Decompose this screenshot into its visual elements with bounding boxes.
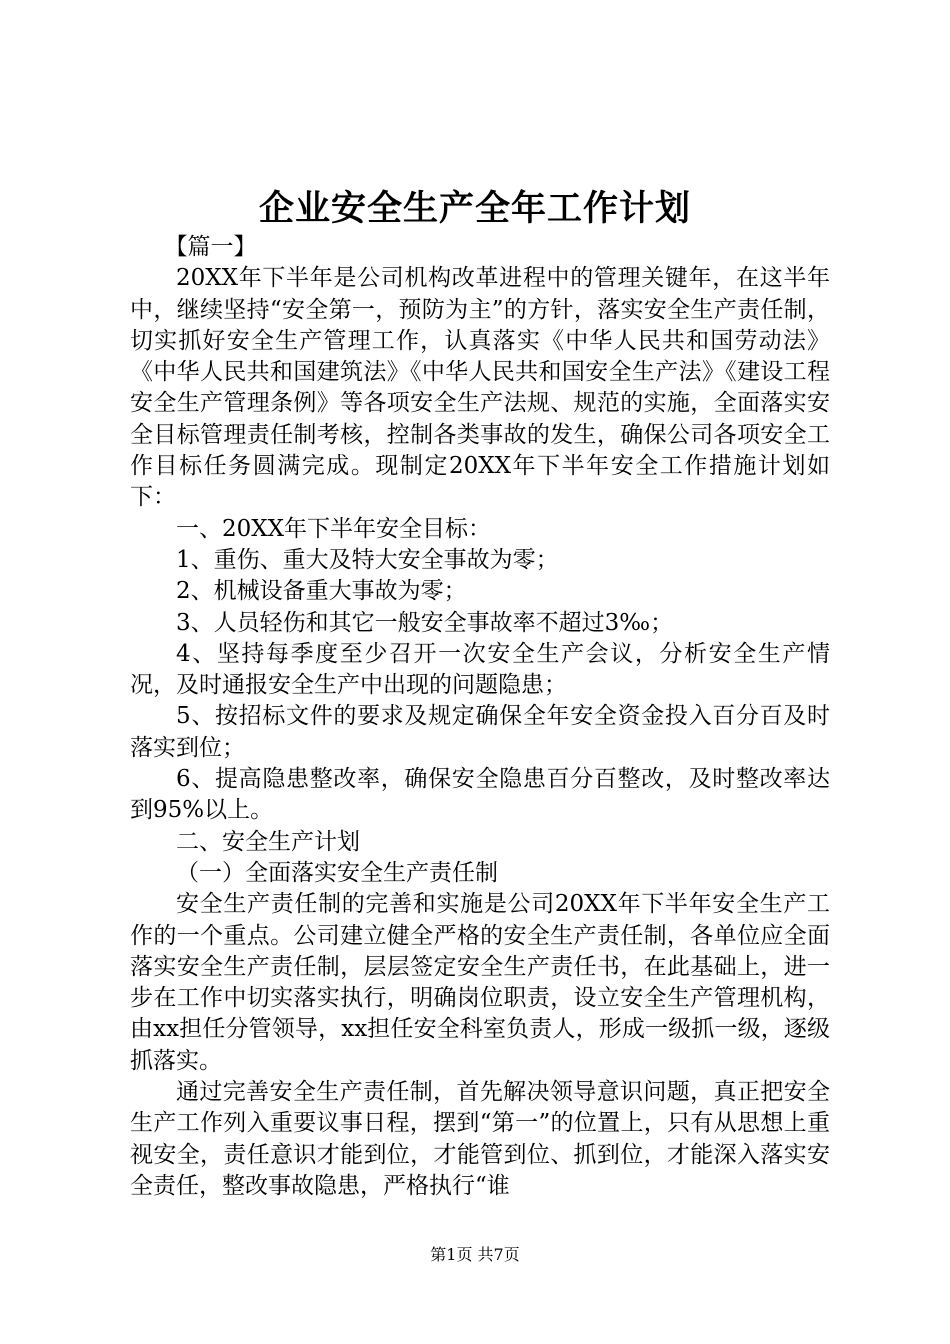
subheading-responsibility: （一）全面落实安全生产责任制 — [176, 859, 498, 886]
document-body — [130, 232, 830, 1202]
list-item-goal-4: 4、坚持每季度至少召开一次安全生产会议，分析安全生产情况，及时通报安全生产中出现的问题隐患； — [130, 640, 830, 699]
heading-safety-goals: 一、20XX年下半年安全目标： — [176, 515, 492, 542]
document-title: 企业安全生产全年工作计划 — [258, 188, 691, 229]
list-item-goal-3: 3、人员轻伤和其它一般安全事故率不超过3‰； — [176, 609, 674, 636]
paragraph-intro: 20XX年下半年是公司机构改革进程中的管理关键年，在这半年中，继续坚持“安全第一，预防为主”的方针，落实安全生产责任制，切实抓好安全生产管理工作，认真落实《中华人民共和国劳动法》《中华人民共和国建筑法》《中华人民共和国安全生产法》《建设工程安全生产管理条例》等各项安全生产法规、规范的实施，全面落实安全目标管理责任制考核，控制各类事故的发生，确保公司各项安全工作目标任务圆满完成。现制定20XX年下半年安全工作措施计划如下： — [130, 265, 830, 511]
list-item-goal-1: 1、重伤、重大及特大安全事故为零； — [176, 546, 559, 573]
section-label: 【篇一】 — [164, 234, 257, 260]
list-item-goal-6: 6、提高隐患整改率，确保安全隐患百分百整改，及时整改率达到95%以上。 — [130, 766, 830, 824]
page-footer: 第1页 共7页 — [430, 1245, 520, 1264]
paragraph-improvement: 通过完善安全生产责任制，首先解决领导意识问题，真正把安全生产工作列入重要议事日程，摆到“第一”的位置上，只有从思想上重视安全，责任意识才能到位，才能管到位、抓到位，才能深入落实安全责任，整改事故隐患，严格执行“谁 — [130, 1079, 830, 1199]
list-item-goal-5: 5、按招标文件的要求及规定确保全年安全资金投入百分百及时落实到位； — [130, 703, 830, 761]
heading-production-plan: 二、安全生产计划 — [176, 828, 360, 855]
paragraph-responsibility: 安全生产责任制的完善和实施是公司20XX年下半年安全生产工作的一个重点。公司建立健全严格的安全生产责任制，各单位应全面落实安全生产责任制，层层签定安全生产责任书，在此基础上，进一步在工作中切实落实执行，明确岗位职责，设立安全生产管理机构，由xx担任分管领导，xx担任安全科室负责人，形成一级抓一级，逐级抓落实。 — [130, 891, 830, 1074]
list-item-goal-2: 2、机械设备重大事故为零； — [176, 578, 467, 605]
